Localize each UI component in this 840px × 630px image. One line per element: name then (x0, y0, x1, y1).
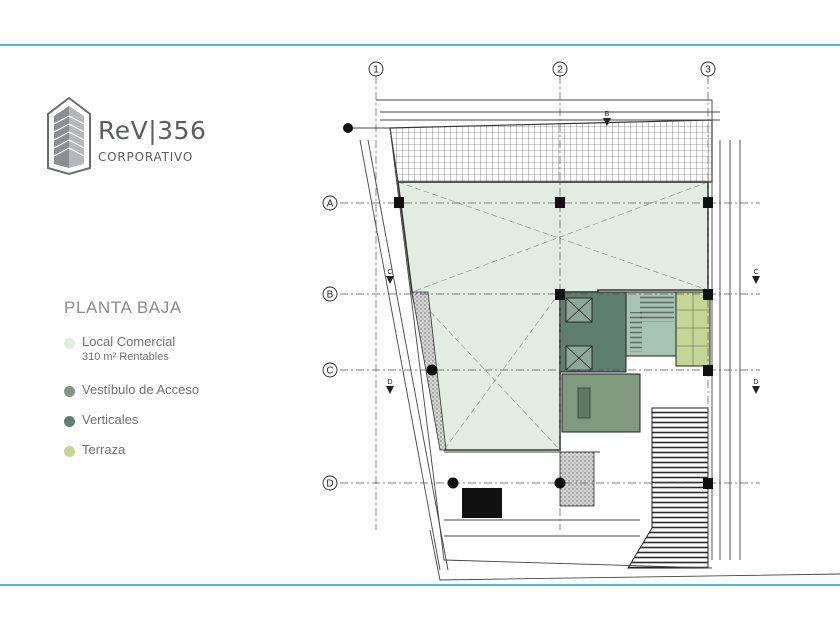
bottom-accent-rule (0, 584, 840, 586)
legend-item-vestibulo (64, 382, 284, 412)
legend-label: Verticales (82, 412, 139, 427)
legend-swatch-vestibulo (64, 386, 75, 397)
axis-label-c: C (326, 365, 334, 377)
row-axis-labels (323, 196, 337, 490)
legend-item-local-comercial (64, 334, 284, 382)
legend-label: Vestíbulo de Acceso (82, 382, 200, 397)
legend-item-terraza (64, 442, 284, 472)
plan-legend (64, 334, 284, 472)
axis-label-d: D (326, 478, 334, 490)
section-mark-c-right: C (753, 269, 759, 276)
building-logo-icon (46, 96, 92, 176)
legend-label: Local Comercial (82, 334, 176, 349)
axis-label-1: 1 (373, 64, 379, 76)
brand-name: ReV|356 (98, 116, 207, 145)
floor-title: PLANTA BAJA (64, 298, 182, 317)
section-mark-d-left: D (387, 379, 393, 386)
brand-logo (46, 96, 206, 180)
legend-item-verticales (64, 412, 284, 442)
legend-sublabel: 310 m² Rentables (82, 351, 169, 363)
section-mark-b: B (604, 111, 610, 118)
section-mark-d-right: D (753, 379, 759, 386)
vertical-cores (560, 292, 676, 372)
stone-planter (560, 452, 594, 506)
legend-swatch-terraza (64, 446, 75, 457)
legend-swatch-local (64, 338, 75, 349)
pergola-grid (390, 120, 712, 182)
axis-label-b: B (326, 289, 334, 301)
section-mark-c-left: C (387, 269, 393, 276)
legend-label: Terraza (82, 442, 126, 457)
axis-label-2: 2 (557, 64, 563, 76)
axis-label-a: A (326, 198, 334, 210)
top-accent-rule (0, 44, 840, 46)
brand-subtitle: CORPORATIVO (98, 150, 194, 164)
column-axis-labels (369, 62, 715, 76)
axis-label-3: 3 (705, 64, 711, 76)
legend-swatch-verticales (64, 416, 75, 427)
floor-plan (310, 56, 840, 584)
vestibulo-area (562, 374, 640, 432)
